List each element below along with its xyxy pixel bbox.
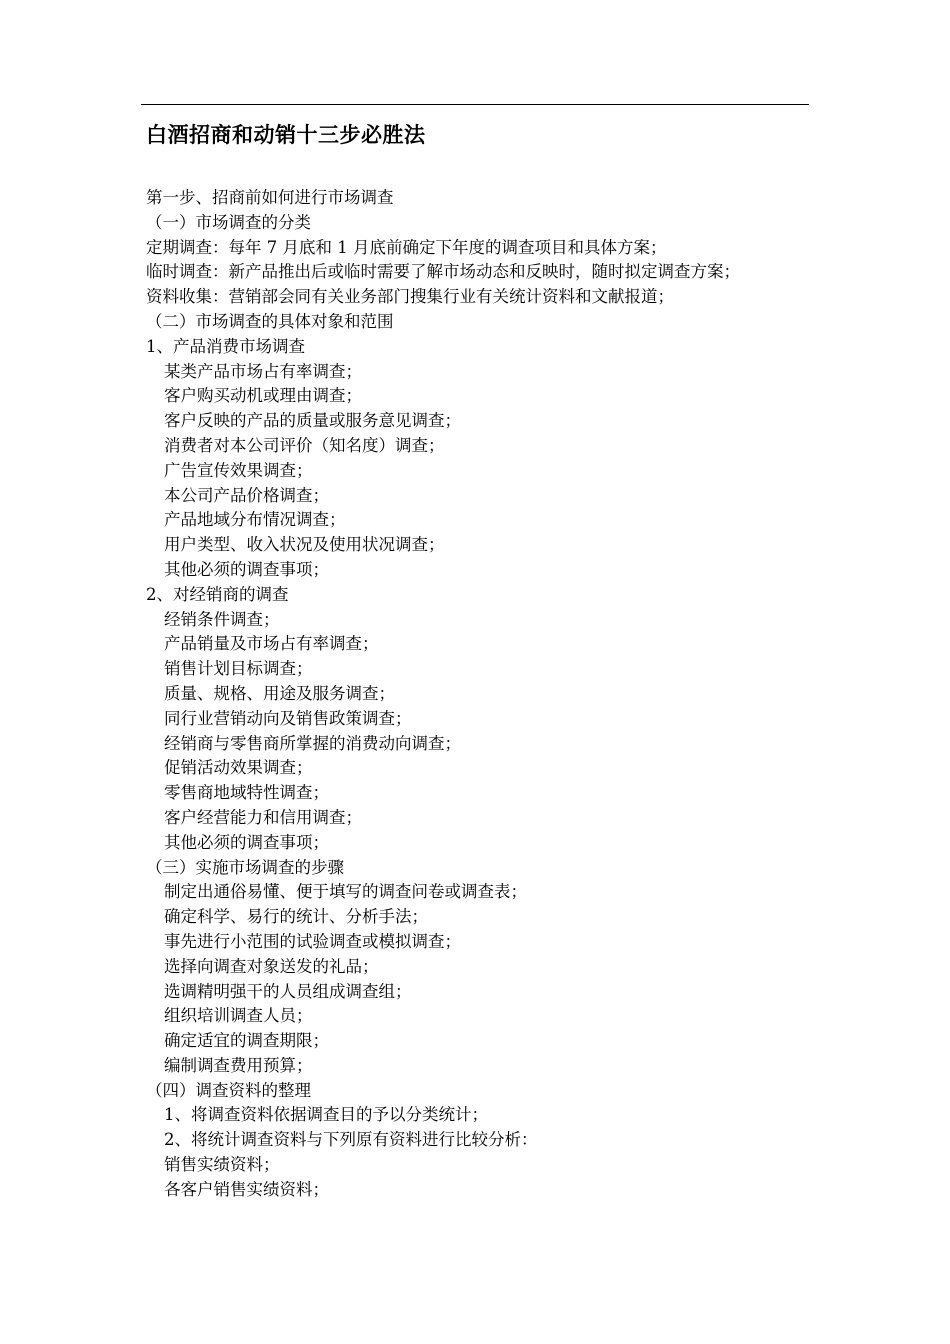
document-line: 质量、规格、用途及服务调查； (164, 683, 395, 703)
document-line: 资料收集：营销部会同有关业务部门搜集行业有关统计资料和文献报道； (146, 287, 674, 307)
document-line: 零售商地域特性调查； (164, 783, 329, 803)
document-line: 某类产品市场占有率调查； (164, 361, 362, 381)
document-line: 同行业营销动向及销售政策调查； (164, 708, 412, 728)
document-line: 产品销量及市场占有率调查； (164, 634, 379, 654)
document-line: 选调精明强干的人员组成调查组； (164, 981, 412, 1001)
document-line: 各客户销售实绩资料； (164, 1179, 329, 1199)
document-line: 经销商与零售商所掌握的消费动向调查； (164, 733, 461, 753)
document-line: 第一步、招商前如何进行市场调查 (146, 188, 394, 207)
document-line: （三）实施市场调查的步骤 (146, 857, 344, 877)
document-line: （一）市场调查的分类 (146, 212, 311, 232)
document-line: 经销条件调查； (164, 609, 280, 629)
document-line: 确定适宜的调查期限； (164, 1031, 329, 1051)
document-line: （二）市场调查的具体对象和范围 (146, 311, 394, 331)
document-line: 确定科学、易行的统计、分析手法； (164, 907, 428, 927)
document-line: 其他必须的调查事项； (164, 832, 329, 852)
document-line: 促销活动效果调查； (164, 758, 313, 778)
document-line: 客户反映的产品的质量或服务意见调查； (164, 411, 461, 431)
document-line: 产品地域分布情况调查； (164, 510, 346, 530)
document-body (146, 186, 816, 1203)
document-line: 客户购买动机或理由调查； (164, 386, 362, 406)
document-line: 制定出通俗易懂、便于填写的调查问卷或调查表； (164, 882, 527, 902)
document-line: 临时调查：新产品推出后或临时需要了解市场动态和反映时，随时拟定调查方案； (146, 262, 740, 282)
header-divider (141, 104, 809, 105)
document-line: 销售计划目标调查； (164, 659, 313, 679)
document-line: 事先进行小范围的试验调查或模拟调查； (164, 931, 461, 951)
document-title: 白酒招商和动销十三步必胜法 (146, 123, 426, 147)
document-line: 客户经营能力和信用调查； (164, 807, 362, 827)
document-line: 定期调查：每年 7 月底和 1 月底前确定下年度的调查项目和具体方案； (146, 237, 667, 257)
document-line: （四）调查资料的整理 (146, 1080, 311, 1100)
document-line: 销售实绩资料； (164, 1155, 280, 1175)
document-line: 组织培训调查人员； (164, 1006, 313, 1026)
document-line: 消费者对本公司评价（知名度）调查； (164, 435, 445, 455)
document-line: 2、将统计调查资料与下列原有资料进行比较分析： (164, 1130, 538, 1150)
document-line: 广告宣传效果调查； (164, 460, 313, 480)
document-line: 编制调查费用预算； (164, 1055, 313, 1075)
document-line: 1、产品消费市场调查 (146, 336, 305, 356)
document-line: 选择向调查对象送发的礼品； (164, 956, 379, 976)
document-line: 2、对经销商的调查 (146, 584, 289, 604)
document-line: 本公司产品价格调查； (164, 485, 329, 505)
document-line: 1、将调查资料依据调查目的予以分类统计； (164, 1105, 488, 1125)
document-line: 其他必须的调查事项； (164, 559, 329, 579)
document-line: 用户类型、收入状况及使用状况调查； (164, 535, 445, 555)
